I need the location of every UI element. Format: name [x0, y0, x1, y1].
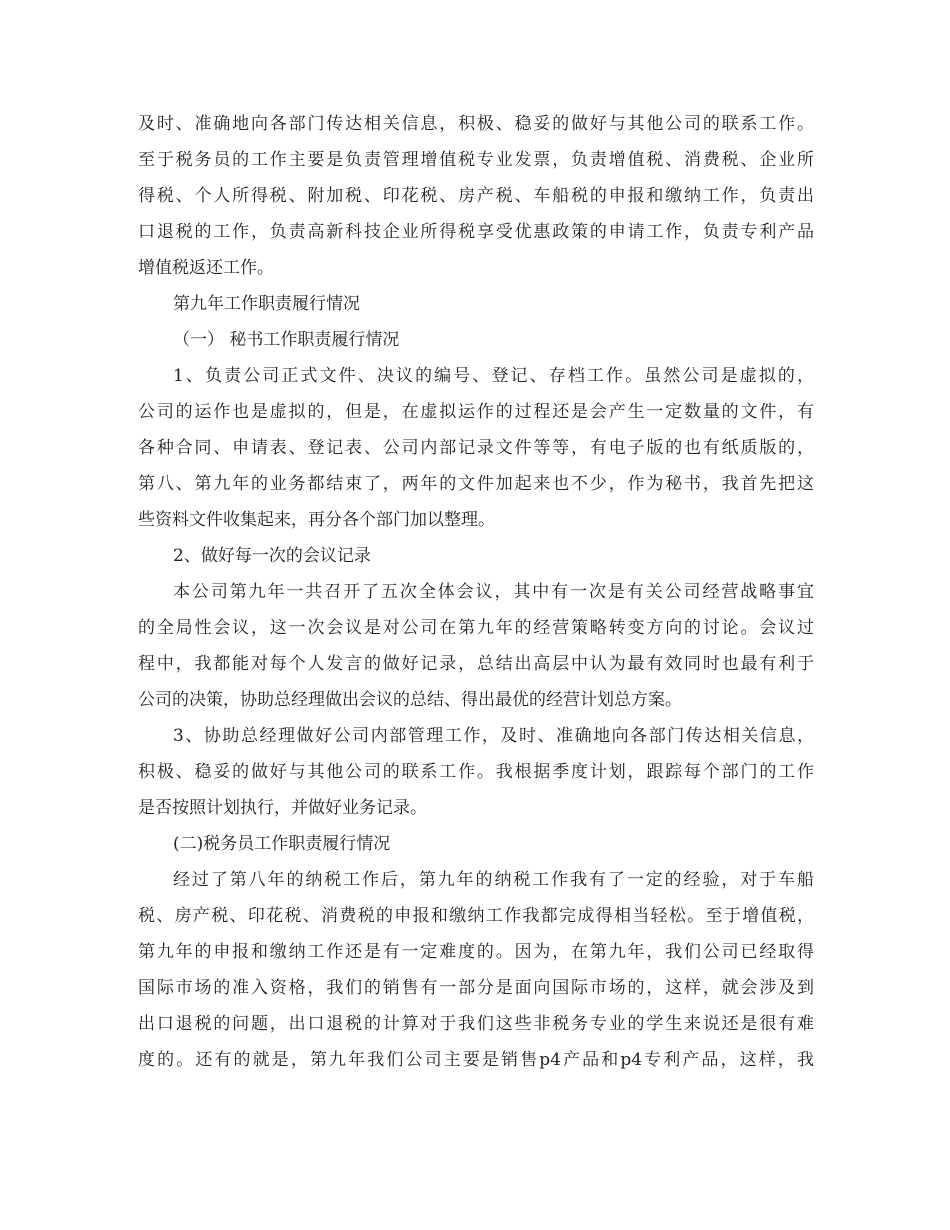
body-line-17: 公司的决策，协助总经理做出会议的总结、得出最优的经营计划总方案。 — [138, 690, 682, 710]
body-line-25: 国际市场的准入资格，我们的销售有一部分是面向国际市场的，这样，就会涉及到 — [138, 978, 814, 998]
body-line-22: 经过了第八年的纳税工作后，第九年的纳税工作我有了一定的经验，对于车船 — [173, 870, 814, 890]
body-line-5: 增值税返还工作。 — [138, 258, 274, 278]
item-heading-meeting-records: 2、做好每一次的会议记录 — [173, 546, 371, 566]
body-line-12: 些资料文件收集起来，再分各个部门加以整理。 — [138, 510, 495, 530]
body-line-4: 口退税的工作，负责高新科技企业所得税享受优惠政策的申请工作，负责专利产品 — [138, 222, 814, 242]
body-line-10: 各种合同、申请表、登记表、公司内部记录文件等等，有电子版的也有纸质版的， — [138, 438, 814, 458]
body-line-18: 3、协助总经理做好公司内部管理工作，及时、准确地向各部门传达相关信息， — [173, 726, 814, 746]
body-line-26: 出口退税的问题，出口退税的计算对于我们这些非税务专业的学生来说还是很有难 — [138, 1014, 814, 1034]
subsection-heading-secretary: （一） 秘书工作职责履行情况 — [173, 330, 400, 350]
subsection-heading-tax-officer: (二)税务员工作职责履行情况 — [173, 834, 391, 854]
body-line-3: 得税、个人所得税、附加税、印花税、房产税、车船税的申报和缴纳工作，负责出 — [138, 186, 814, 206]
body-line-20: 是否按照计划执行，并做好业务记录。 — [138, 798, 427, 818]
body-line-11: 第八、第九年的业务都结束了，两年的文件加起来也不少，作为秘书，我首先把这 — [138, 474, 814, 494]
body-line-2: 至于税务员的工作主要是负责管理增值税专业发票，负责增值税、消费税、企业所 — [138, 150, 814, 170]
body-line-1: 及时、准确地向各部门传达相关信息，积极、稳妥的做好与其他公司的联系工作。 — [138, 114, 814, 134]
body-line-15: 的全局性会议，这一次会议是对公司在第九年的经营策略转变方向的讨论。会议过 — [138, 618, 814, 638]
body-line-8: 1、负责公司正式文件、决议的编号、登记、存档工作。虽然公司是虚拟的， — [173, 366, 814, 386]
body-line-16: 程中，我都能对每个人发言的做好记录，总结出高层中认为最有效同时也最有利于 — [138, 654, 814, 674]
body-line-19: 积极、稳妥的做好与其他公司的联系工作。我根据季度计划，跟踪每个部门的工作 — [138, 762, 814, 782]
body-line-23: 税、房产税、印花税、消费税的申报和缴纳工作我都完成得相当轻松。至于增值税， — [138, 906, 814, 926]
body-line-9: 公司的运作也是虚拟的，但是，在虚拟运作的过程还是会产生一定数量的文件，有 — [138, 402, 814, 422]
body-line-27: 度的。还有的就是，第九年我们公司主要是销售p4产品和p4专利产品，这样，我 — [138, 1050, 814, 1070]
section-heading-year-nine: 第九年工作职责履行情况 — [173, 294, 360, 314]
body-line-14: 本公司第九年一共召开了五次全体会议，其中有一次是有关公司经营战略事宜 — [173, 582, 814, 602]
body-line-24: 第九年的申报和缴纳工作还是有一定难度的。因为，在第九年，我们公司已经取得 — [138, 942, 814, 962]
